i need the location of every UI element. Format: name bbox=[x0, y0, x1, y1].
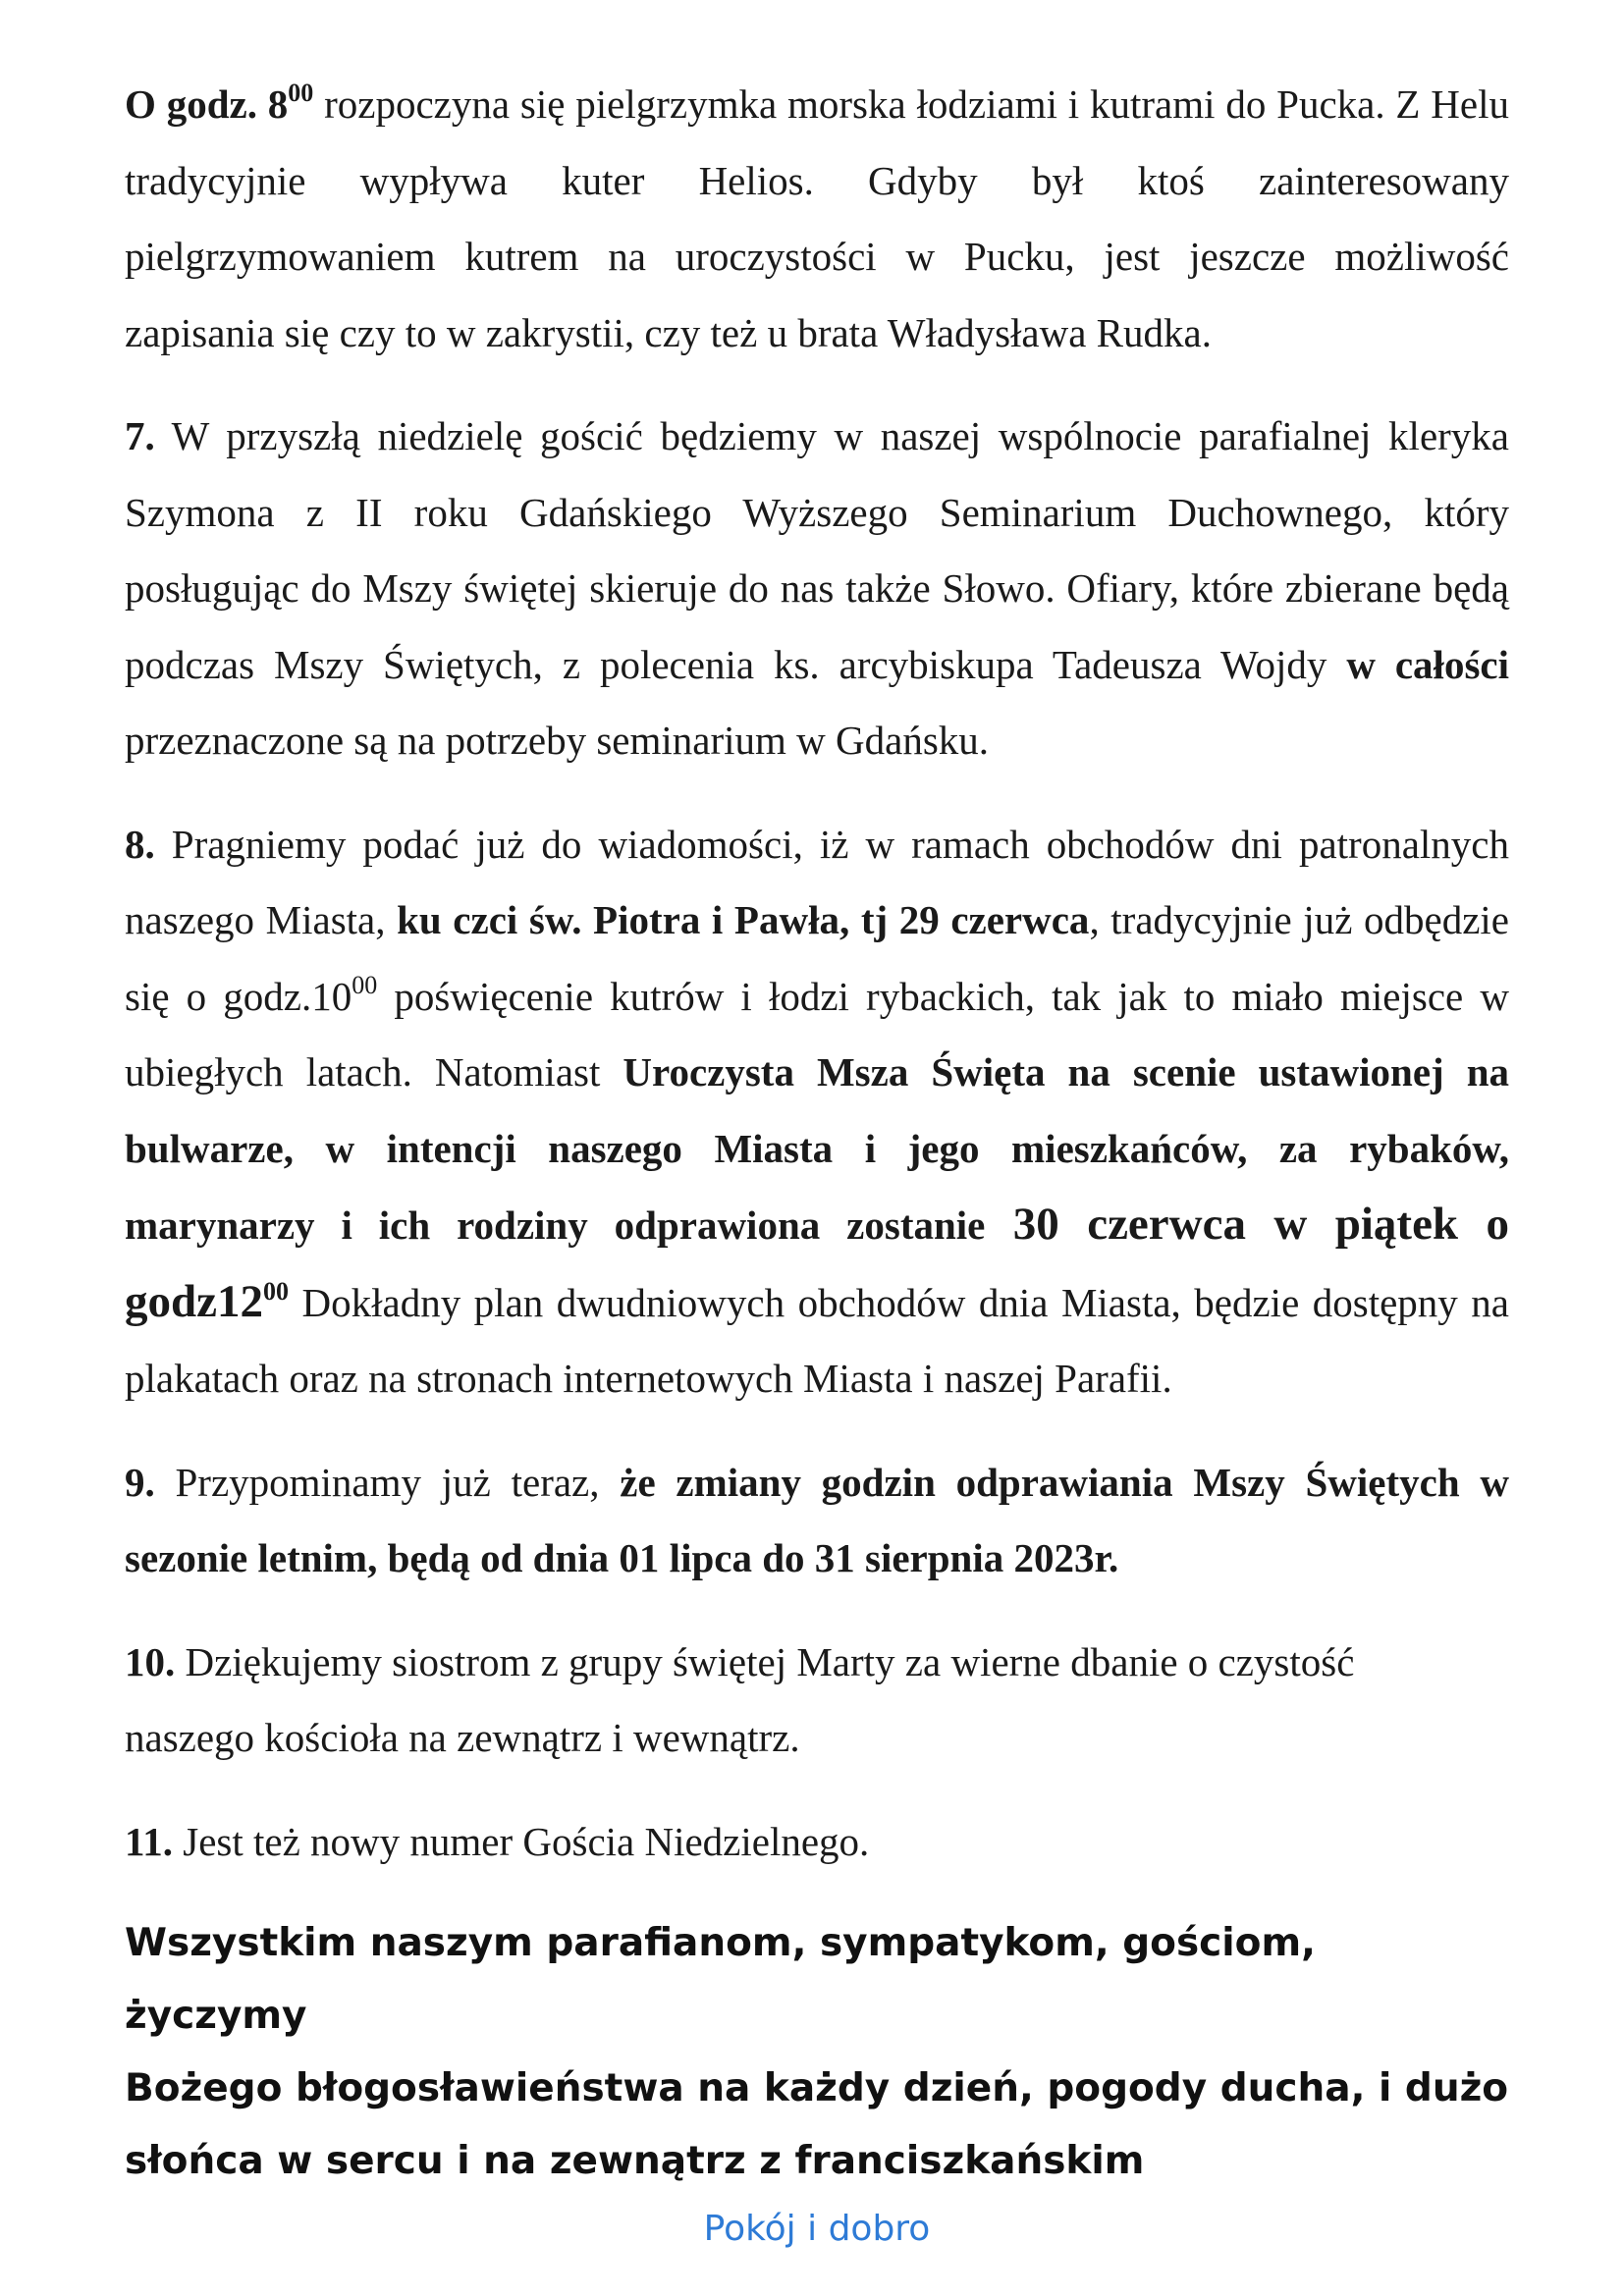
paragraph-8 bbox=[125, 807, 1509, 1417]
mass-time-sup: 00 bbox=[263, 1276, 289, 1306]
closing-wishes bbox=[125, 1907, 1509, 2198]
closing-line: słońca w sercu i na zewnątrz z franciszkańskim bbox=[125, 2139, 1145, 2183]
time-sup: 00 bbox=[352, 970, 378, 999]
paragraph-number: 10. bbox=[125, 1638, 176, 1684]
paragraph-number: 11. bbox=[125, 1818, 173, 1864]
paragraph-7 bbox=[125, 399, 1509, 779]
paragraph-bold-mass: Uroczysta Msza Święta na scenie ustawionej na bulwarze, w intencji naszego Miasta i jego mieszkańców, za rybaków, marynarzy i ich rodziny odprawiona zostanie bbox=[125, 1049, 1509, 1248]
paragraph-number: 9. bbox=[125, 1459, 155, 1505]
announcements-page bbox=[125, 67, 1509, 2259]
paragraph-bold-summer-schedule: że zmiany godzin odprawiania Mszy Świętych w sezonie letnim, będą od dnia 01 lipca do 31 sierpnia 2023r. bbox=[125, 1459, 1509, 1580]
paragraph-number: 7. bbox=[125, 413, 155, 458]
paragraph-bold-patron-days: ku czci św. Piotra i Pawła, tj 29 czerwca bbox=[397, 897, 1090, 942]
mass-date-time: 30 czerwca w piątek o godz12 bbox=[125, 1199, 1509, 1327]
paragraph-11 bbox=[125, 1804, 1509, 1881]
paragraph-10 bbox=[125, 1625, 1440, 1777]
paragraph-text: przeznaczone są na potrzeby seminarium w Gdańsku. bbox=[125, 718, 990, 763]
footer-greeting: Pokój i dobro bbox=[703, 2209, 931, 2249]
paragraph-text: Jest też nowy numer Gościa Niedzielnego. bbox=[173, 1818, 870, 1864]
paragraph-text: Dziękujemy siostrom z grupy świętej Marty za wierne dbanie o czystość naszego kościoła na zewnątrz i wewnątrz. bbox=[125, 1638, 1355, 1760]
paragraph-text: , tradycyjnie już odbędzie się o godz.10 bbox=[125, 897, 1509, 1019]
paragraph-bold: w całości bbox=[1346, 641, 1509, 687]
pilgrimage-lead: O godz. 8 bbox=[125, 81, 289, 127]
paragraph-text: poświęcenie kutrów i łodzi rybackich, tak jak to miało miejsce w ubiegłych latach. Natomiast bbox=[125, 973, 1509, 1095]
paragraph-text: Dokładny plan dwudniowych obchodów dnia Miasta, będzie dostępny na plakatach oraz na stronach internetowych Miasta i naszej Parafii. bbox=[125, 1279, 1509, 1401]
paragraph-9 bbox=[125, 1445, 1509, 1597]
paragraph-text: Przypominamy już teraz, bbox=[154, 1459, 621, 1505]
paragraph-pilgrimage bbox=[125, 67, 1509, 371]
paragraph-text: W przyszłą niedzielę gościć będziemy w naszej wspólnocie parafialnej kleryka Szymona z II roku Gdańskiego Wyższego Seminarium Duchownego, który posługując do Mszy świętej skieruje do nas także Słowo. Ofiary, które zbierane będą podczas Mszy Świętych, z polecenia ks. arcybiskupa Tadeusza Wojdy bbox=[125, 413, 1509, 687]
closing-line: Wszystkim naszym parafianom, sympatykom, gościom, życzymy bbox=[125, 1921, 1316, 2038]
pilgrimage-text: rozpoczyna się pielgrzymka morska łodziami i kutrami do Pucka. Z Helu tradycyjnie wypływa kuter Helios. Gdyby był ktoś zainteresowany pielgrzymowaniem kutrem na uroczystości w Pucku, jest jeszcze możliwość zapisania się czy to w zakrystii, czy też u brata Władysława Rudka. bbox=[125, 81, 1509, 355]
paragraph-number: 8. bbox=[125, 821, 155, 867]
paragraph-text: Pragniemy podać już do wiadomości, iż w ramach obchodów dni patronalnych naszego Miasta, bbox=[125, 821, 1509, 942]
pilgrimage-lead-sup: 00 bbox=[288, 79, 314, 107]
closing-line: Bożego błogosławieństwa na każdy dzień, pogody ducha, i dużo bbox=[125, 2066, 1509, 2110]
